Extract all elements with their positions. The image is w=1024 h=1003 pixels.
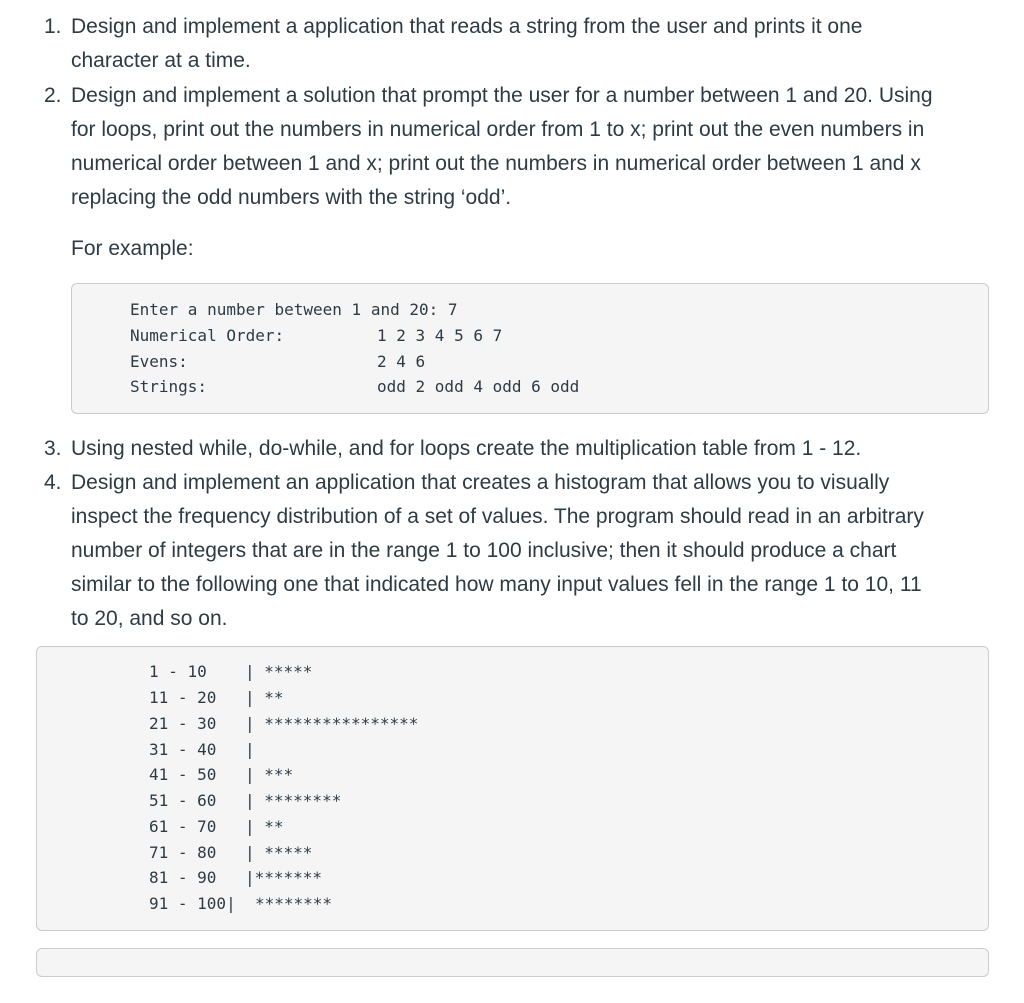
list-text	[71, 432, 1001, 466]
histogram-bar: | ****************	[245, 714, 419, 733]
code-value: 1 2 3 4 5 6 7	[377, 326, 503, 345]
list-text	[71, 466, 1001, 636]
text-line: Using nested while, do-while, and for loops create the multiplication table from 1 - 12.	[71, 437, 862, 460]
histogram-bar: ********	[255, 894, 333, 913]
list-number: 4.	[44, 471, 62, 494]
code-line: Numerical Order:	[130, 326, 285, 345]
histogram-range: 41 - 50	[149, 765, 217, 784]
text-line: number of integers that are in the range 1 to 100 inclusive; then it should produce a chart	[71, 539, 897, 562]
text-line: Design and implement an application that creates a histogram that allows you to visually	[71, 471, 890, 494]
code-value: 2 4 6	[377, 352, 426, 371]
list-text	[71, 10, 1001, 78]
list-number: 2.	[44, 84, 62, 107]
histogram-range: 51 - 60	[149, 791, 217, 810]
text-line: numerical order between 1 and x; print out the numbers in numerical order between 1 and x	[71, 152, 921, 175]
histogram-range: 1 - 10	[149, 662, 207, 681]
example-label: For example:	[71, 237, 194, 260]
text-line: Design and implement a solution that prompt the user for a number between 1 and 20. Using	[71, 84, 933, 107]
text-line: to 20, and so on.	[71, 607, 228, 630]
list-number: 1.	[44, 15, 62, 38]
histogram-range: 81 - 90	[149, 868, 217, 887]
text-line: for loops, print out the numbers in numerical order from 1 to x; print out the even numbers in	[71, 118, 925, 141]
histogram-bar: |	[245, 740, 255, 759]
histogram-range: 21 - 30	[149, 714, 217, 733]
example-code-block	[71, 283, 989, 414]
text-line: inspect the frequency distribution of a set of values. The program should read in an arbitrary	[71, 505, 924, 528]
empty-code-block	[36, 948, 989, 977]
list-text	[71, 79, 1001, 215]
histogram-range: 91 - 100|	[149, 894, 236, 913]
text-line: Design and implement a application that reads a string from the user and prints it one	[71, 15, 863, 38]
histogram-bar: |*******	[245, 868, 323, 887]
histogram-range: 31 - 40	[149, 740, 217, 759]
code-value: odd 2 odd 4 odd 6 odd	[377, 377, 580, 396]
histogram-range: 71 - 80	[149, 843, 217, 862]
text-line: replacing the odd numbers with the string ‘odd’.	[71, 186, 512, 209]
histogram-range: 11 - 20	[149, 688, 217, 707]
histogram-range: 61 - 70	[149, 817, 217, 836]
histogram-code-block	[36, 646, 989, 931]
code-line: Enter a number between 1 and 20: 7	[130, 300, 458, 319]
histogram-bar: | ***	[245, 765, 294, 784]
histogram-bar: | **	[245, 688, 284, 707]
list-number: 3.	[44, 437, 62, 460]
histogram-bar: | *****	[245, 843, 313, 862]
text-line: character at a time.	[71, 49, 251, 72]
histogram-bar: | **	[245, 817, 284, 836]
code-line: Evens:	[130, 352, 188, 371]
code-line: Strings:	[130, 377, 208, 396]
text-line: similar to the following one that indicated how many input values fell in the range 1 to 10, 11	[71, 573, 922, 596]
histogram-bar: | ********	[245, 791, 342, 810]
histogram-bar: | *****	[245, 662, 313, 681]
